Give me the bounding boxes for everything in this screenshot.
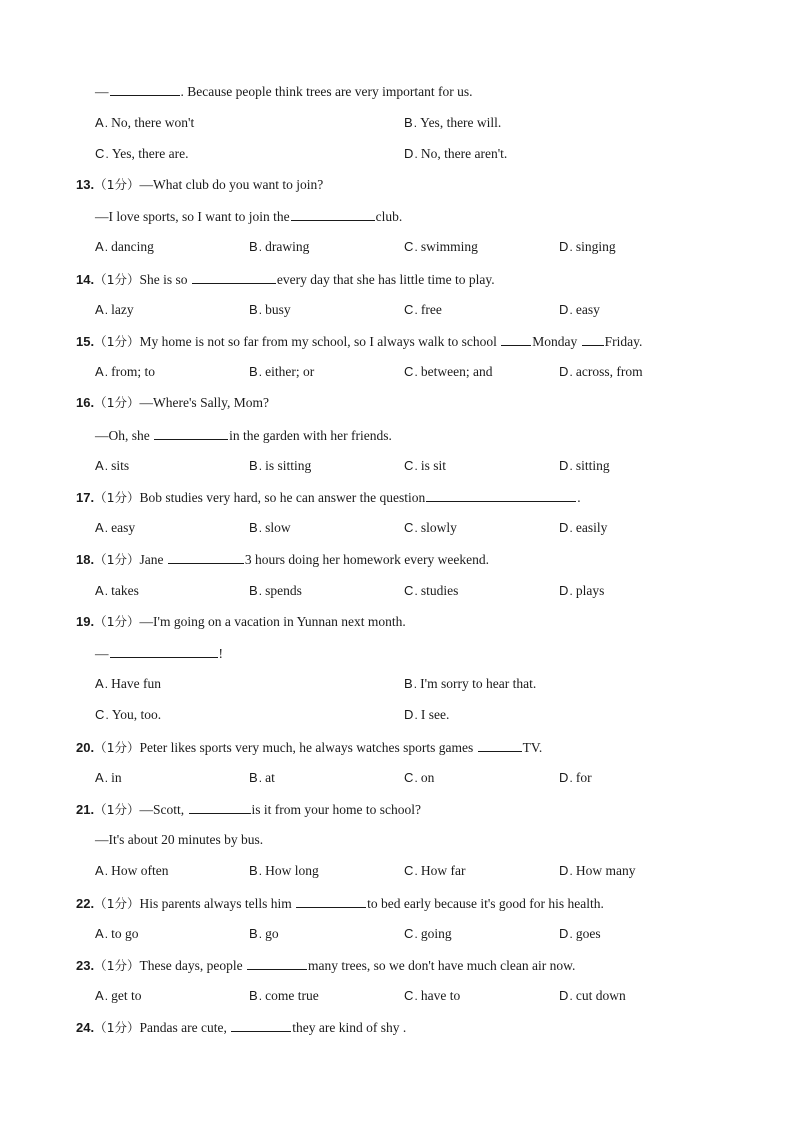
q12-answer-line — [0, 81, 794, 101]
q22-option-c[interactable]: C. going — [404, 926, 452, 941]
q18-blank[interactable] — [168, 549, 244, 564]
q16-number: 16. — [76, 395, 95, 410]
q16-stem-text: —Where's Sally, Mom? — [139, 395, 269, 410]
q12-option-c[interactable]: C. Yes, there are. — [95, 146, 189, 161]
q23-option-d[interactable]: D. cut down — [559, 988, 626, 1003]
q19-answer-blank[interactable] — [110, 643, 218, 658]
q20-stem — [0, 737, 794, 757]
q24-blank[interactable] — [231, 1017, 291, 1032]
q16-option-c[interactable]: C. is sit — [404, 458, 447, 473]
q18-option-a[interactable]: A. takes — [95, 583, 139, 598]
q21-number: 21. — [76, 802, 95, 817]
q17-stem-prefix: Bob studies very hard, so he can answer the question — [139, 490, 426, 505]
q18-score: （1分） — [94, 552, 140, 567]
q19-option-b[interactable]: B. I'm sorry to hear that. — [404, 676, 537, 691]
q23-options — [0, 986, 794, 1006]
q19-answer-line — [0, 643, 794, 663]
q17-number: 17. — [76, 490, 95, 505]
q16-option-d[interactable]: D. sitting — [559, 458, 610, 473]
q18-option-d[interactable]: D. plays — [559, 583, 605, 598]
q12-answer-blank[interactable] — [110, 81, 180, 96]
q13-answer-suffix: club. — [375, 209, 403, 224]
q14-option-a[interactable]: A. lazy — [95, 302, 134, 317]
q17-options — [0, 518, 794, 538]
q17-option-a[interactable]: A. easy — [95, 520, 136, 535]
q19-options-row-2 — [0, 705, 794, 725]
q16-answer-prefix: —Oh, she — [95, 428, 154, 443]
q22-option-b[interactable]: B. go — [249, 926, 279, 941]
q23-number: 23. — [76, 958, 95, 973]
q20-option-b[interactable]: B. at — [249, 770, 275, 785]
q20-stem-suffix: TV. — [522, 740, 543, 755]
q22-score: （1分） — [94, 896, 140, 911]
q15-option-d[interactable]: D. across, from — [559, 364, 643, 379]
q17-blank[interactable] — [426, 487, 576, 502]
q19-option-c[interactable]: C. You, too. — [95, 707, 162, 722]
q19-number: 19. — [76, 614, 95, 629]
q21-option-a[interactable]: A. How often — [95, 863, 169, 878]
q17-stem — [0, 487, 794, 507]
q14-option-d[interactable]: D. easy — [559, 302, 600, 317]
q12-options-row-2 — [0, 144, 794, 164]
q20-option-c[interactable]: C. on — [404, 770, 435, 785]
q16-answer-line — [0, 425, 794, 445]
q21-blank[interactable] — [189, 799, 251, 814]
q13-option-d[interactable]: D. singing — [559, 239, 616, 254]
q16-option-b[interactable]: B. is sitting — [249, 458, 312, 473]
q13-answer-blank[interactable] — [291, 206, 375, 221]
q21-answer-line — [0, 830, 794, 850]
q14-options — [0, 300, 794, 320]
q15-stem-suffix: Friday. — [604, 334, 643, 349]
q21-answer-text: —It's about 20 minutes by bus. — [95, 832, 264, 847]
q22-stem-prefix: His parents always tells him — [139, 896, 296, 911]
q15-stem-middle: Monday — [532, 334, 581, 349]
q21-option-d[interactable]: D. How many — [559, 863, 636, 878]
q23-stem-prefix: These days, people — [139, 958, 246, 973]
q22-options — [0, 924, 794, 944]
q22-stem — [0, 893, 794, 913]
q20-option-a[interactable]: A. in — [95, 770, 122, 785]
q20-blank[interactable] — [478, 737, 522, 752]
q24-stem-suffix: they are kind of shy . — [292, 1020, 407, 1035]
q13-stem-text: —What club do you want to join? — [139, 177, 324, 192]
q15-number: 15. — [76, 334, 95, 349]
q21-stem-suffix: is it from your home to school? — [251, 802, 422, 817]
q20-number: 20. — [76, 740, 95, 755]
q13-answer-prefix: —I love sports, so I want to join the — [95, 209, 290, 224]
q20-option-d[interactable]: D. for — [559, 770, 592, 785]
q17-stem-suffix: . — [577, 490, 581, 505]
q12-answer-prefix: — — [95, 84, 109, 99]
q13-number: 13. — [76, 177, 95, 192]
q21-option-c[interactable]: C. How far — [404, 863, 466, 878]
q23-stem-suffix: many trees, so we don't have much clean air now. — [308, 958, 576, 973]
q15-blank-1[interactable] — [501, 331, 531, 346]
q19-score: （1分） — [94, 614, 140, 629]
q12-option-a[interactable]: A. No, there won't — [95, 115, 195, 130]
q14-stem — [0, 269, 794, 289]
q14-stem-suffix: every day that she has little time to play. — [276, 272, 495, 287]
q22-stem-suffix: to bed early because it's good for his health. — [367, 896, 604, 911]
q17-score: （1分） — [94, 490, 140, 505]
q19-option-a[interactable]: A. Have fun — [95, 676, 162, 691]
q20-stem-prefix: Peter likes sports very much, he always watches sports games — [139, 740, 477, 755]
q22-number: 22. — [76, 896, 95, 911]
q20-options — [0, 768, 794, 788]
q21-options — [0, 861, 794, 881]
q15-blank-2[interactable] — [582, 331, 604, 346]
q19-answer-prefix: — — [95, 646, 109, 661]
q13-stem — [0, 175, 794, 195]
q20-score: （1分） — [94, 740, 140, 755]
q14-option-c[interactable]: C. free — [404, 302, 442, 317]
q16-score: （1分） — [94, 395, 140, 410]
q24-number: 24. — [76, 1020, 95, 1035]
q21-option-b[interactable]: B. How long — [249, 863, 319, 878]
q23-option-b[interactable]: B. come true — [249, 988, 319, 1003]
q19-options-row-1 — [0, 674, 794, 694]
q23-score: （1分） — [94, 958, 140, 973]
q14-stem-prefix: She is so — [139, 272, 191, 287]
q13-option-a[interactable]: A. dancing — [95, 239, 154, 254]
q18-stem — [0, 549, 794, 569]
q16-answer-blank[interactable] — [154, 425, 228, 440]
q24-stem-prefix: Pandas are cute, — [139, 1020, 231, 1035]
q24-stem — [0, 1017, 794, 1037]
q22-option-d[interactable]: D. goes — [559, 926, 601, 941]
q15-stem — [0, 331, 794, 351]
q18-stem-suffix: 3 hours doing her homework every weekend. — [244, 552, 489, 567]
q16-options — [0, 456, 794, 476]
q15-option-a[interactable]: A. from; to — [95, 364, 156, 379]
q13-answer-line — [0, 206, 794, 226]
q23-option-a[interactable]: A. get to — [95, 988, 142, 1003]
q19-stem — [0, 612, 794, 632]
q23-blank[interactable] — [247, 955, 307, 970]
q13-options — [0, 237, 794, 257]
q22-option-a[interactable]: A. to go — [95, 926, 139, 941]
q12-option-b[interactable]: B. Yes, there will. — [404, 115, 502, 130]
q14-blank[interactable] — [192, 269, 276, 284]
q17-option-b[interactable]: B. slow — [249, 520, 291, 535]
q23-stem — [0, 955, 794, 975]
q15-options — [0, 362, 794, 382]
q19-answer-suffix: ! — [218, 646, 223, 661]
q21-stem — [0, 799, 794, 819]
q21-stem-prefix: —Scott, — [139, 802, 188, 817]
q12-answer-suffix: . Because people think trees are very important for us. — [180, 84, 473, 99]
q16-stem — [0, 393, 794, 413]
q16-answer-suffix: in the garden with her friends. — [229, 428, 392, 443]
q12-option-d[interactable]: D. No, there aren't. — [404, 146, 508, 161]
q23-option-c[interactable]: C. have to — [404, 988, 461, 1003]
q15-option-c[interactable]: C. between; and — [404, 364, 493, 379]
q24-score: （1分） — [94, 1020, 140, 1035]
q21-score: （1分） — [94, 802, 140, 817]
q15-stem-prefix: My home is not so far from my school, so I always walk to school — [139, 334, 501, 349]
q15-score: （1分） — [94, 334, 140, 349]
q13-score: （1分） — [94, 177, 140, 192]
q18-options — [0, 581, 794, 601]
q16-option-a[interactable]: A. sits — [95, 458, 130, 473]
q18-stem-prefix: Jane — [139, 552, 167, 567]
q18-option-c[interactable]: C. studies — [404, 583, 459, 598]
q14-option-b[interactable]: B. busy — [249, 302, 291, 317]
q18-option-b[interactable]: B. spends — [249, 583, 302, 598]
q17-option-d[interactable]: D. easily — [559, 520, 608, 535]
q15-option-b[interactable]: B. either; or — [249, 364, 315, 379]
q14-number: 14. — [76, 272, 95, 287]
q19-stem-text: —I'm going on a vacation in Yunnan next month. — [139, 614, 406, 629]
q18-number: 18. — [76, 552, 95, 567]
q17-option-c[interactable]: C. slowly — [404, 520, 457, 535]
q13-option-b[interactable]: B. drawing — [249, 239, 310, 254]
q13-option-c[interactable]: C. swimming — [404, 239, 478, 254]
q12-options-row-1 — [0, 113, 794, 133]
q19-option-d[interactable]: D. I see. — [404, 707, 450, 722]
q22-blank[interactable] — [296, 893, 366, 908]
q14-score: （1分） — [94, 272, 140, 287]
